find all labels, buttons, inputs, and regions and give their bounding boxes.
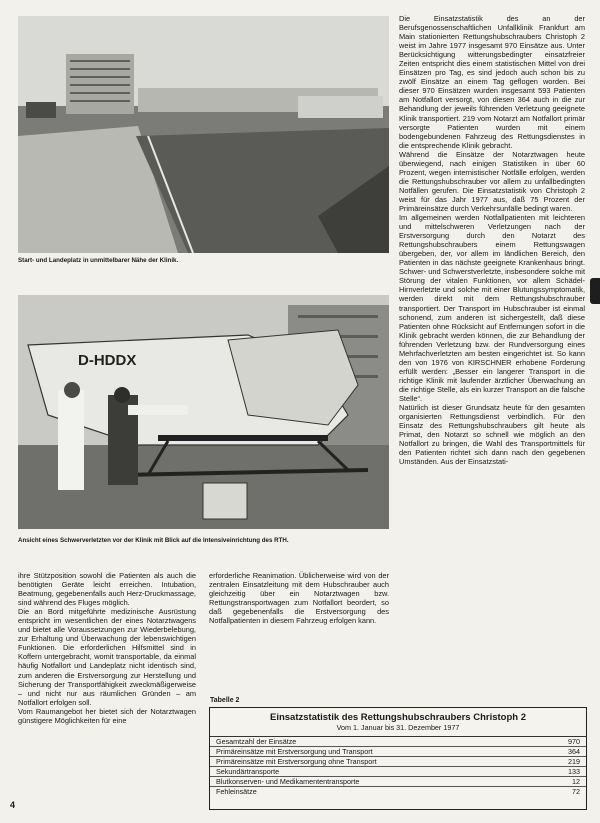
helicopter-photo — [18, 295, 389, 529]
svg-text:D-HDDX: D-HDDX — [78, 352, 137, 369]
page-number: 4 — [10, 800, 16, 810]
table-row-label: Sekundärtransporte — [216, 767, 280, 776]
table-row-label: Blutkonserven- und Medikamententransporte — [216, 777, 360, 786]
photo2-caption: Ansicht eines Schwerverletzten vor der Klinik mit Blick auf die Intensiveinrichtung des RTH. — [18, 537, 289, 544]
helicopter-photo-image — [18, 295, 389, 529]
right-paragraph: Im allgemeinen werden Notfallpatienten mit leichteren und mittelschweren Verletzungen nach der Erstversorgung durch den Notarzt des Rettungshubschraubers einem Rettungswagen übergeben, der, vor allem im ländlichen Bereich, den Patienten in das nächste geeignete Krankenhaus bringt. Schwer- und Schwerstverletzte, insbesondere solche mit Störung der vitalen Funktionen, vor allem Schädel-Hirnverletzte und solche mit einer Blutungssymptomatik, werden direkt mit dem Rettungshubschrauber transportiert. Der Transport im Hubschrauber ist einmal schonend, zum anderen ist sichergestellt, daß diese Patienten ohne Rücksicht auf Entfernungen sofort in die Klinik gebracht werden können, die zur Behandlung der führenden Verletzung bzw. der Rundversorgung eines Mehrfachverletzten am besten eingerichtet ist. So kann den von 1976 von KIRSCHNER erhobene Forderung erfüllt werden: „Besser ein langerer Transport in die richtige Klinik mit laufender ärztlicher Überwachung an die richtige Stelle, als ein kurzer Transport an die falsche Stelle“. — [399, 213, 585, 403]
landing-site-photo-image — [18, 16, 389, 253]
table-row — [210, 757, 586, 767]
right-paragraph: Die Einsatzstatistik des an der Berufsgenossenschaftlichen Unfallklinik Frankfurt am Main stationierten Rettungshubschraubers Christoph 2 weist im Jahre 1977 insgesamt 970 Einsätze aus. Unter Berücksichtigung witterungsbedingter einsatzfreier Zeiten entspricht dies einem statistischen Mittel von drei Einsätzen pro Tag, es sind jedoch auch schon bis zu zwölf Einsätze an einem Tag geflogen worden. Bei dieser 970 Einsätzen wurden insgesamt 593 Patienten am Notfallort versorgt, von diesen 364 auch in die zur Behandlung der jeweils führenden Verletzung geeignete Klinik transportiert. 219 vom Notarzt am Notfallort primär versorgte Patienten wurden mit einem bodengebundenen Fahrzeug des Rettungsdienstes in die entsprechende Klinik gebracht. — [399, 14, 585, 150]
table-row-value: 970 — [568, 737, 580, 746]
left-paragraph: Vom Raumangebot her bietet sich der Notarztwagen günstigere Möglichkeiten für eine — [18, 706, 196, 725]
statistics-table — [209, 707, 587, 810]
table-subtitle: Vom 1. Januar bis 31. Dezember 1977 — [336, 723, 460, 732]
left-paragraph: ihre Stützposition sowohl die Patienten als auch die benötigten Geräte leicht erreichen. Intubation, Beatmung, gegebenenfalls auch Herz-Druckmassage, sind während des Fluges möglich. — [18, 571, 196, 608]
right-column-text — [399, 14, 585, 580]
table-row-value: 133 — [568, 767, 580, 776]
left-column-text — [18, 571, 196, 809]
table-label: Tabelle 2 — [210, 697, 240, 704]
table-row — [210, 767, 586, 777]
landing-site-photo — [18, 16, 389, 253]
right-paragraph: Natürlich ist dieser Grundsatz heute für den gesamten organisierten Rettungsdienst verbindlich. Für den Einsatz des Rettungshubschraubers gilt heute als Primat, den Notarzt so schnell wie möglich an den Notfallort zu bringen, die Wahl des Transportmittels für den Patienten richtet sich dann nach den gegebenen Umständen. Aus der Einsatzstati- — [399, 403, 585, 467]
table-row — [210, 787, 586, 796]
middle-paragraph: erforderliche Reanimation. Üblicherweise wird von der zentralen Einsatzleitung mit dem Hubschrauber auch gleichzeitig über ein Notarztwagen bzw. Rettungstransportwagen zum Notfallort beordert, so daß gegebenenfalls die Erstversorgung des Notfallpatienten in diesem Fahrzeug erfolgen kann. — [209, 571, 389, 626]
table-row — [210, 777, 586, 787]
table-row-label: Primäreinsätze mit Erstversorgung ohne Transport — [216, 757, 377, 766]
table-row-value: 12 — [572, 777, 580, 786]
middle-column-text — [209, 571, 389, 671]
page-edge-tab — [590, 278, 600, 304]
table-row-label: Fehleinsätze — [216, 787, 257, 796]
table-row-label: Gesamtzahl der Einsätze — [216, 737, 297, 746]
table-row — [210, 736, 586, 747]
left-paragraph: Die an Bord mitgeführte medizinische Ausrüstung entspricht im wesentlichen der eines Notarztwagens und bietet alle Voraussetzungen zur Wiederbelebung, zur Erhaltung und Überwachung der lebenswichtigen Funktionen. Die erforderlichen Hilfsmittel sind in Koffern untergebracht, womit transportable, da einmal häufig Notfallort und Landeplatz nicht identisch sind, zum anderen die Erstversorgung zur Herstellung und Sicherung der Transportfähigkeit zweckmäßigerweise – und nicht nur aus räumlichen Gründen – am Notfallort erfolgen soll. — [18, 607, 196, 707]
table-row-value: 219 — [568, 757, 580, 766]
photo1-caption: Start- und Landeplatz in unmittelbarer Nähe der Klinik. — [18, 257, 179, 264]
table-row-value: 364 — [568, 747, 580, 756]
right-paragraph: Während die Einsätze der Notarztwagen heute überwiegend, nach einigen Statistiken in über 60 Prozent, wegen internistischer Notfälle erfolgen, werden die Rettungshubschrauber vor allem zu unfallbedingten Notfällen gerufen. Die Einsatzstatistik von Christoph 2 weist für das Jahr 1977 aus, daß 75 Prozent der Primäreinsätze durch Verkehrsunfälle bedingt waren. — [399, 149, 585, 213]
table-row-label: Primäreinsätze mit Erstversorgung und Transport — [216, 747, 373, 756]
table-row-value: 72 — [572, 787, 580, 796]
table-title: Einsatzstatistik des Rettungshubschraubers Christoph 2 — [269, 712, 527, 723]
table-row — [210, 747, 586, 757]
